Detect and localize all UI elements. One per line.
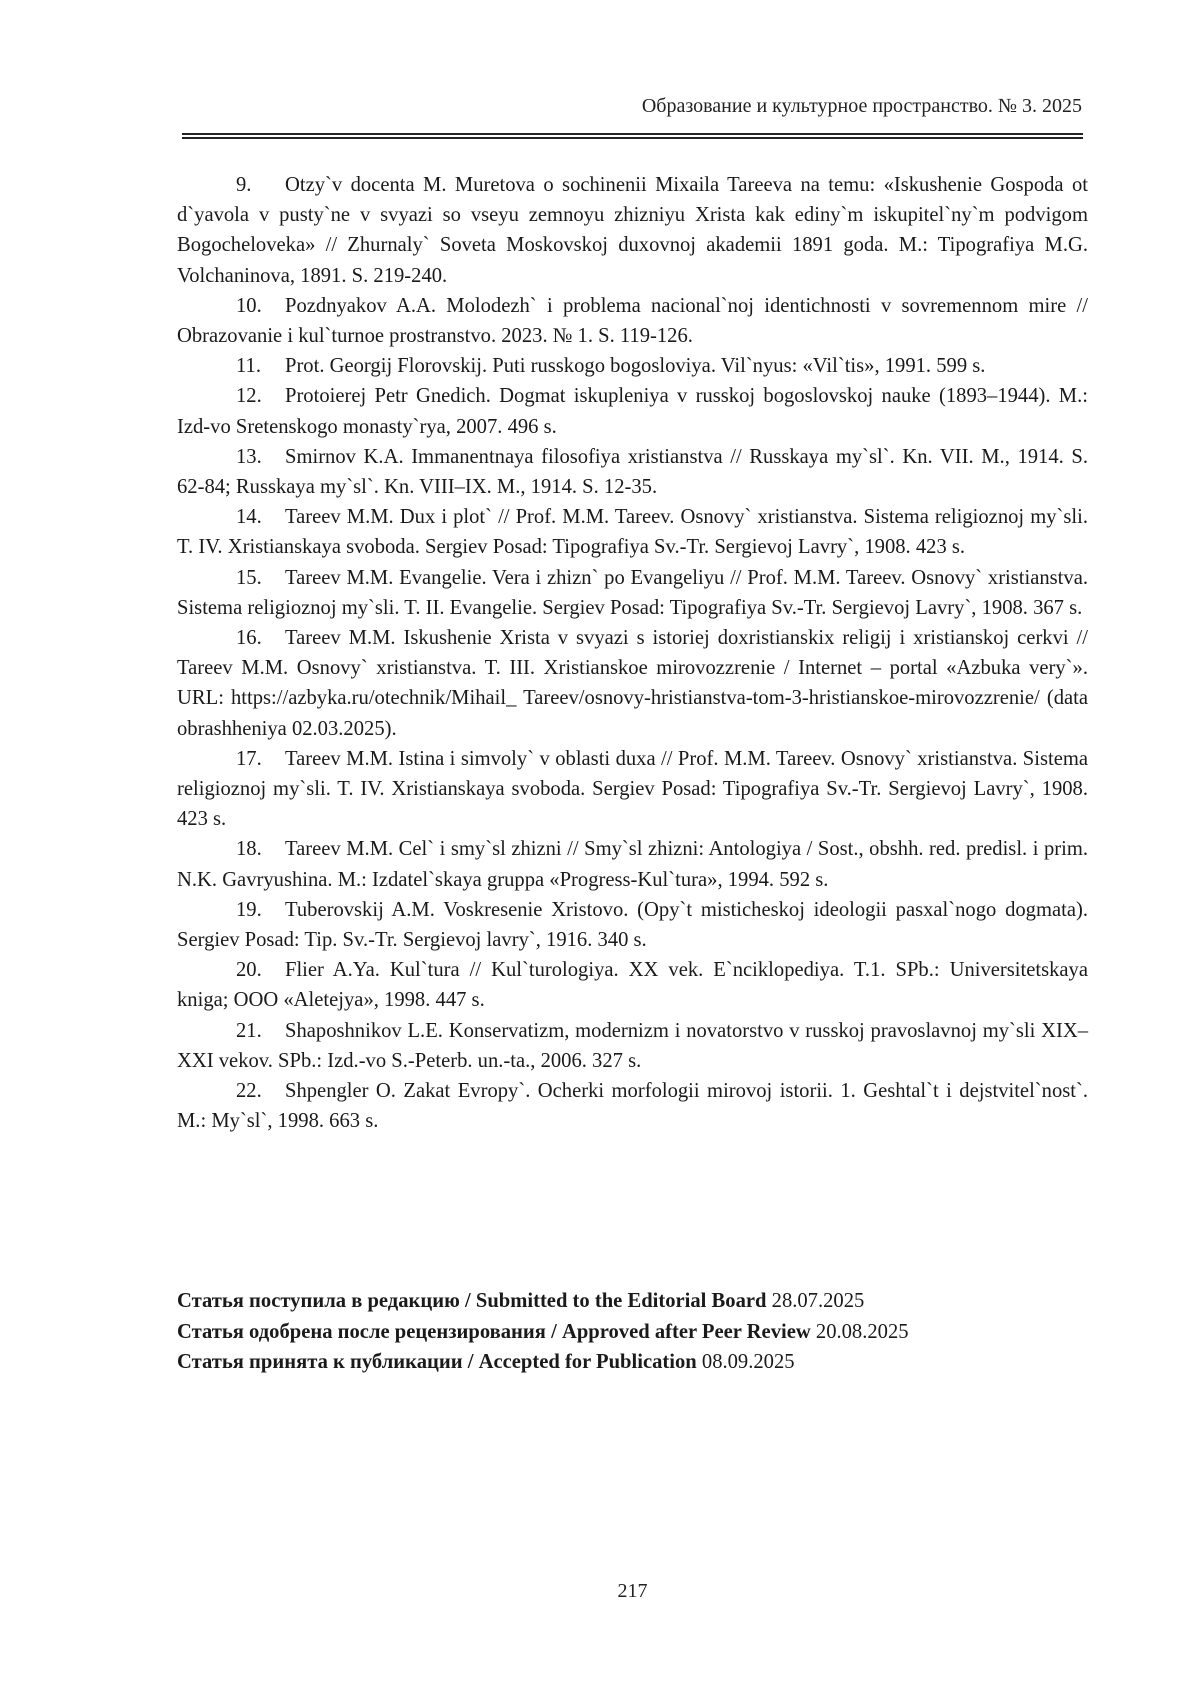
- accepted-label: Статья принята к публикации / Accepted for Publication: [177, 1351, 697, 1373]
- reference-number: 13.: [236, 445, 262, 468]
- reference-item: [177, 442, 1088, 502]
- approved-label: Статья одобрена после рецензирования / Approved after Peer Review: [177, 1320, 811, 1343]
- header-rule-top: [182, 133, 1083, 135]
- reference-number: 15.: [236, 566, 262, 589]
- reference-text: Tareev M.M. Cel` i smy`sl zhizni // Smy`sl zhizni: Antologiya / Sost., obshh. red. predisl. i prim. N.K. Gavryushina. M.: Izdatel`skaya gruppa «Progress-Kul`tura», 1994. 592 s.: [177, 838, 1088, 891]
- reference-item: [177, 381, 1088, 441]
- reference-number: 22.: [236, 1080, 262, 1103]
- reference-item: [177, 563, 1088, 623]
- reference-item: [177, 291, 1088, 351]
- reference-number: 19.: [236, 898, 262, 921]
- reference-text: Tareev M.M. Iskushenie Xrista v svyazi s istoriej doxristianskix religij i xristianskoj cerkvi // Tareev M.M. Osnovy` xristianstva. T. III. Xristianskoe mirovozzrenie / Internet – portal «Azbuka very`». URL: https://azbyka.ru/otechnik/Mihail_ Tareev/osnovy-hristianstva-tom-3-hristianskoe-mirovozzrenie/ (data obrashheniya 02.03.2025).: [177, 627, 1088, 740]
- reference-number: 10.: [236, 294, 262, 317]
- reference-list: [177, 170, 1088, 1137]
- accepted-date-line: [177, 1347, 1088, 1378]
- reference-number: 12.: [236, 385, 262, 408]
- reference-number: 18.: [236, 838, 262, 861]
- reference-number: 14.: [236, 506, 262, 529]
- reference-item: [177, 1016, 1088, 1076]
- editorial-dates: [177, 1286, 1088, 1378]
- reference-item: [177, 834, 1088, 894]
- reference-number: 20.: [236, 959, 262, 982]
- reference-item: [177, 955, 1088, 1015]
- reference-number: 16.: [236, 627, 262, 650]
- reference-text: Flier A.Ya. Kul`tura // Kul`turologiya. XX vek. E`nciklopediya. T.1. SPb.: Universitetskaya kniga; OOO «Aletejya», 1998. 447 s.: [177, 959, 1088, 1012]
- reference-text: Tareev M.M. Dux i plot` // Prof. M.M. Tareev. Osnovy` xristianstva. Sistema religioznoj my`sli. T. IV. Xristianskaya svoboda. Sergiev Posad: Tipografiya Sv.-Tr. Sergievoj Lavry`, 1908. 423 s.: [177, 506, 1088, 559]
- submitted-date-line: [177, 1286, 1088, 1317]
- reference-text: Shaposhnikov L.E. Konservatizm, modernizm i novatorstvo v russkoj pravoslavnoj my`sli XIX–XXI vekov. SPb.: Izd.-vo S.-Peterb. un.-ta., 2006. 327 s.: [177, 1019, 1088, 1072]
- reference-text: Otzy`v docenta M. Muretova o sochinenii Mixaila Tareeva na temu: «Iskushenie Gospoda ot d`yavola v pusty`ne v svyazi so vseyu zemnoyu zhizniyu Xrista kak ediny`m iskupitel`ny`m podvigom Bogocheloveka» // Zhurnaly` Soveta Moskovskoj duxovnoj akademii 1891 goda. M.: Tipografiya M.G. Volchaninova, 1891. S. 219-240.: [177, 174, 1088, 287]
- header-rule-bottom: [182, 137, 1083, 139]
- reference-text: Shpengler O. Zakat Evropy`. Ocherki morfologii mirovoj istorii. 1. Geshtal`t i dejstvitel`nost`. M.: My`sl`, 1998. 663 s.: [177, 1080, 1088, 1133]
- reference-text: Tuberovskij A.M. Voskresenie Xristovo. (Opy`t misticheskoj ideologii pasxal`nogo dogmata). Sergiev Posad: Tip. Sv.-Tr. Sergievoj lavry`, 1916. 340 s.: [177, 898, 1088, 952]
- approved-date-line: [177, 1317, 1088, 1348]
- running-header: Образование и культурное пространство. № 3. 2025: [641, 95, 1082, 117]
- reference-item: [177, 623, 1088, 744]
- reference-text: Tareev M.M. Istina i simvoly` v oblasti duxa // Prof. M.M. Tareev. Osnovy` xristianstva. Sistema religioznoj my`sli. T. IV. Xristianskaya svoboda. Sergiev Posad: Tipografiya Sv.-Tr. Sergievoj Lavry`, 1908. 423 s.: [177, 747, 1088, 831]
- page-number: 217: [617, 1580, 648, 1602]
- reference-text: Prot. Georgij Florovskij. Puti russkogo bogosloviya. Vil`nyus: «Vil`tis», 1991. 599 s.: [285, 355, 986, 378]
- reference-number: 11.: [236, 355, 261, 378]
- reference-item: [177, 744, 1088, 835]
- reference-item: [177, 1076, 1088, 1136]
- reference-item: [177, 895, 1088, 955]
- reference-text: Tareev M.M. Evangelie. Vera i zhizn` po Evangeliyu // Prof. M.M. Tareev. Osnovy` xristianstva. Sistema religioznoj my`sli. T. II. Evangelie. Sergiev Posad: Tipografiya Sv.-Tr. Sergievoj Lavry`, 1908. 367 s.: [177, 566, 1088, 619]
- submitted-date: 28.07.2025: [771, 1290, 865, 1312]
- reference-number: 21.: [236, 1019, 262, 1042]
- reference-number: 9.: [236, 174, 252, 196]
- reference-item: [177, 502, 1088, 562]
- reference-text: Pozdnyakov A.A. Molodezh` i problema nacional`noj identichnosti v sovremennom mire // Obrazovanie i kul`turnoe prostranstvo. 2023. № 1. S. 119-126.: [177, 294, 1088, 348]
- approved-date: 20.08.2025: [815, 1320, 909, 1343]
- reference-number: 17.: [236, 747, 262, 770]
- reference-text: Smirnov K.A. Immanentnaya filosofiya xristianstva // Russkaya my`sl`. Kn. VII. M., 1914. S. 62-84; Russkaya my`sl`. Kn. VIII–IX. M., 1914. S. 12-35.: [177, 445, 1088, 499]
- submitted-label: Статья поступила в редакцию / Submitted to the Editorial Board: [177, 1290, 767, 1312]
- reference-text: Protoierej Petr Gnedich. Dogmat iskupleniya v russkoj bogoslovskoj nauke (1893–1944). M.: Izd-vo Sretenskogo monasty`rya, 2007. 496 s.: [177, 385, 1088, 438]
- reference-item: [177, 170, 1088, 291]
- reference-item: [177, 351, 1088, 381]
- accepted-date: 08.09.2025: [701, 1351, 795, 1373]
